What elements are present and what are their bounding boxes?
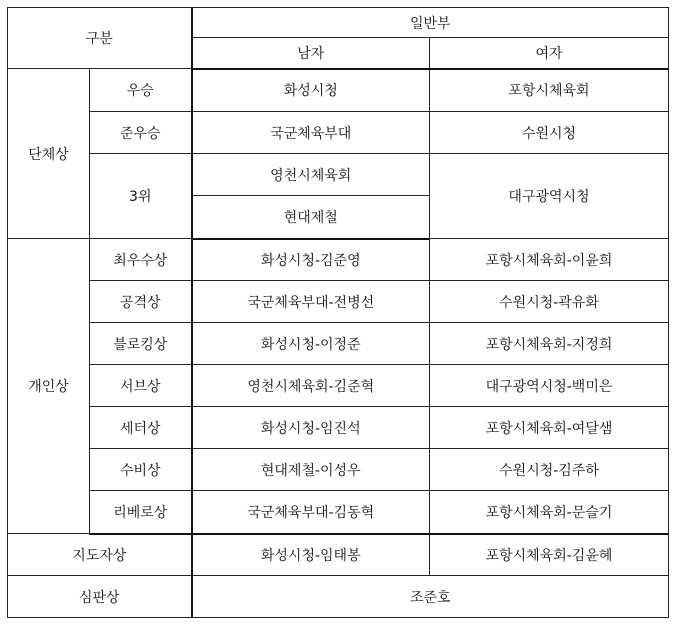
male-winner: 화성시청-임진석 [192, 407, 430, 449]
award-label: 서브상 [90, 365, 192, 407]
award-label: 준우승 [90, 112, 192, 154]
male-winner: 화성시청-이정준 [192, 323, 430, 365]
header-male: 남자 [192, 38, 430, 69]
female-winner: 포항시체육회-지정희 [430, 323, 669, 365]
award-label: 리베로상 [90, 491, 192, 534]
male-winner: 국군체육부대 [192, 112, 430, 154]
male-winner: 현대제철-이성우 [192, 449, 430, 491]
female-winner: 포항시체육회 [430, 69, 669, 112]
female-winner: 수원시청-곽유화 [430, 281, 669, 323]
award-label: 최우수상 [90, 239, 192, 281]
referee-award-label: 심판상 [8, 576, 192, 618]
award-label: 공격상 [90, 281, 192, 323]
coach-award-label: 지도자상 [8, 534, 192, 576]
female-winner: 대구광역시청-백미은 [430, 365, 669, 407]
female-winner: 포항시체육회-이윤희 [430, 239, 669, 281]
male-winner: 국군체육부대-김동혁 [192, 491, 430, 534]
award-label: 3위 [90, 154, 192, 239]
male-winner: 영천시체육회-김준혁 [192, 365, 430, 407]
award-label: 블로킹상 [90, 323, 192, 365]
header-female: 여자 [430, 38, 669, 69]
individual-awards-category: 개인상 [8, 239, 90, 534]
female-winner: 대구광역시청 [430, 154, 669, 239]
male-winner: 화성시청-임태봉 [192, 534, 430, 576]
male-winner: 현대제철 [192, 196, 430, 239]
female-winner: 수원시청 [430, 112, 669, 154]
header-division: 구분 [8, 8, 192, 69]
male-winner: 국군체육부대-전병선 [192, 281, 430, 323]
female-winner: 포항시체육회-김윤혜 [430, 534, 669, 576]
male-winner: 화성시청-김준영 [192, 239, 430, 281]
referee-winner: 조준호 [192, 576, 669, 618]
awards-table [7, 7, 669, 618]
female-winner: 포항시체육회-문슬기 [430, 491, 669, 534]
award-label: 우승 [90, 69, 192, 112]
team-awards-category: 단체상 [8, 69, 90, 239]
award-label: 세터상 [90, 407, 192, 449]
award-label: 수비상 [90, 449, 192, 491]
male-winner: 영천시체육회 [192, 154, 430, 196]
female-winner: 수원시청-김주하 [430, 449, 669, 491]
header-group: 일반부 [192, 8, 669, 38]
male-winner: 화성시청 [192, 69, 430, 112]
female-winner: 포항시체육회-여달샘 [430, 407, 669, 449]
